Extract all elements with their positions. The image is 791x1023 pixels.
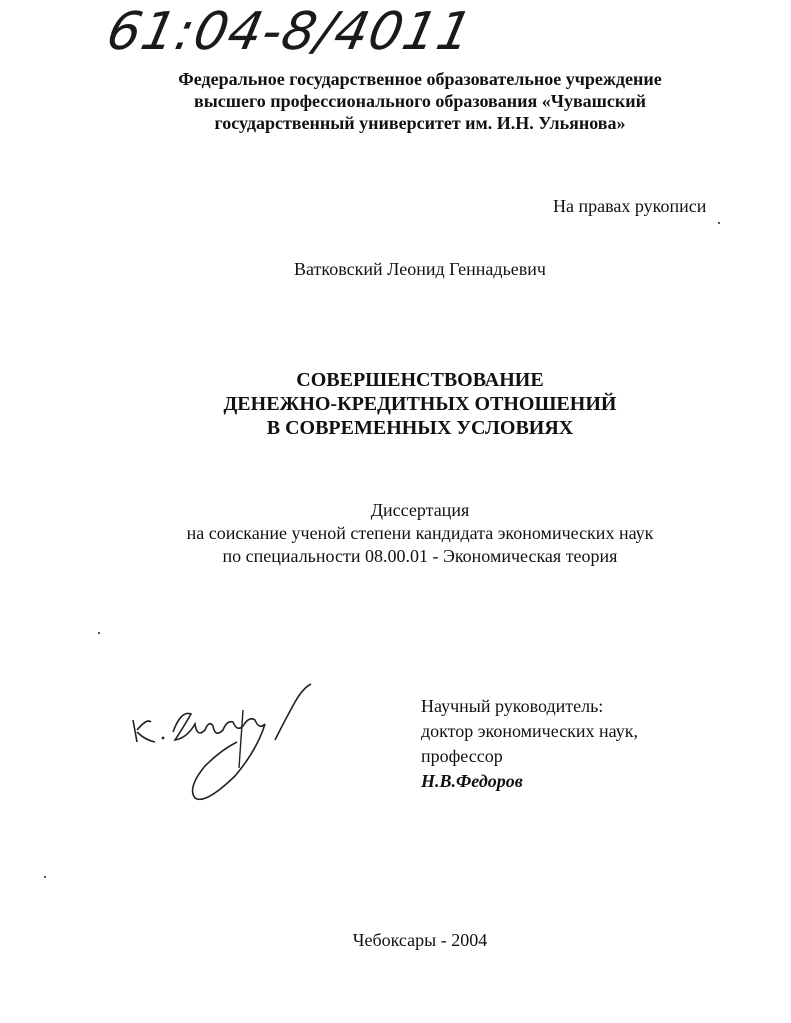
degree-line: на соискание ученой степени кандидата экономических наук bbox=[186, 523, 654, 543]
supervisor-rank: профессор bbox=[421, 746, 503, 766]
institution-line: Федеральное государственное образовательное учреждение bbox=[178, 69, 662, 89]
scan-speck bbox=[718, 222, 720, 224]
author-name: Ватковский Леонид Геннадьевич bbox=[294, 259, 546, 279]
supervisor-degree: доктор экономических наук, bbox=[421, 721, 638, 741]
degree-line: Диссертация bbox=[370, 500, 470, 520]
institution-line: государственный университет им. И.Н. Ульянова» bbox=[214, 113, 626, 133]
author-signature bbox=[125, 680, 325, 810]
supervisor-name: Н.В.Федоров bbox=[421, 771, 523, 791]
manuscript-rights-note: На правах рукописи bbox=[553, 196, 707, 216]
scan-speck bbox=[44, 876, 46, 878]
supervisor-block bbox=[421, 694, 638, 794]
institution-line: высшего профессионального образования «Чувашский bbox=[194, 91, 646, 111]
title-line: СОВЕРШЕНСТВОВАНИЕ bbox=[296, 369, 544, 391]
institution-header bbox=[120, 68, 720, 134]
degree-info bbox=[120, 499, 720, 568]
archive-code-handwritten: 61:04-8/4011 bbox=[101, 2, 478, 62]
supervisor-label: Научный руководитель: bbox=[421, 696, 604, 716]
dissertation-title bbox=[120, 368, 720, 440]
city-year: Чебоксары - 2004 bbox=[352, 930, 488, 950]
scan-speck bbox=[98, 632, 100, 634]
title-line: В СОВРЕМЕННЫХ УСЛОВИЯХ bbox=[266, 417, 574, 439]
title-line: ДЕНЕЖНО-КРЕДИТНЫХ ОТНОШЕНИЙ bbox=[223, 393, 617, 415]
degree-line: по специальности 08.00.01 - Экономическая теория bbox=[222, 546, 618, 566]
